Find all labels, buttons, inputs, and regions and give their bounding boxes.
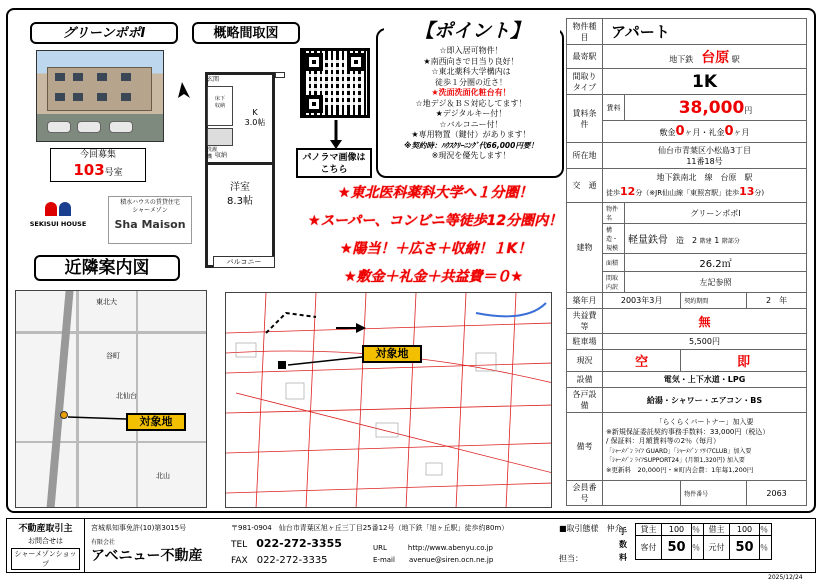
point-item: ★専用物置（鍵付）があります！ [411,130,531,139]
built-label: 築年月 [567,293,603,309]
url-label: URL [373,544,387,552]
building-label: 建物 [567,203,603,293]
prop-no-value: 2063 [747,481,807,506]
floor-value: 1 [714,236,720,245]
slogan-1: ★東北医科薬科大学へ１分圏！ [338,185,533,201]
point-item: ☆東北薬科大学構内は [431,67,511,76]
sekisui-mark-icon [45,202,71,216]
fax-label: FAX [231,556,248,566]
kashinushi-label: 貸主 [636,524,662,536]
bldg-name-label: 物件名 [603,203,625,224]
status-value-1: 空 [603,350,681,372]
storage-area: 床下 収納 [207,86,233,126]
rent-unit: 円 [744,105,753,115]
room-name: 洋室 [230,182,250,193]
url-value[interactable]: http://www.abenyu.co.jp [407,544,493,552]
status-label: 現況 [567,350,603,372]
note-item: / 保証料：月額賃料等の2％（毎月） [606,437,721,445]
point-item: ★デジタルキー付！ [435,109,507,118]
karinushi-pct: 100 [730,524,760,536]
slogan-3: ★陽当！＋広さ＋収納！１K！ [340,241,532,257]
member-label: 会員番号 [567,481,603,506]
area-label: 面積 [603,254,625,272]
parking-value: 5,500円 [603,334,807,350]
company-name: アベニュー不動産 [91,548,203,564]
pct-unit: ％ [760,524,772,536]
built-value: 2003年3月 [603,293,681,309]
footer [6,518,816,573]
point-list [380,46,562,162]
detail-map [225,292,552,508]
traffic-label: 交 通 [567,169,603,203]
arrow-down-icon [328,120,344,150]
point-box [376,20,564,178]
area-map [15,290,207,508]
traffic-mid: 線 [704,173,713,182]
map-label: 谷町 [106,352,120,360]
balcony-label: バルコニー [213,256,275,268]
notes-label: 備考 [567,413,603,481]
motozuke-value: 50 [730,536,760,560]
traffic-suffix: 駅 [744,173,753,182]
notes-list [603,413,807,481]
station-suffix: 駅 [731,54,740,64]
fee-label: 手数料 [619,527,627,562]
qr-caption: パノラマ画像は こちら [296,148,372,178]
email-label: E-mail [373,556,395,564]
address-line-2: 11番18号 [686,156,723,166]
note-item: 「ｼｬｰﾒｿﾞﾝ ﾗｲﾌ GUARD」「ｼｬｰﾒｿﾞﾝ ｿﾜｲｱCLUB」加入要 [606,447,752,455]
structure-value: 軽量鉄骨 [628,235,668,246]
plan-value: 左記参照 [625,272,807,293]
line-value: 地下鉄 [669,54,694,64]
point-item: ☆即入居可物件！ [439,46,503,55]
pct-unit: ％ [692,536,704,560]
key-text: ・礼金 [700,128,725,137]
company-type: 有限会社 [91,539,116,546]
point-item: ☆地デジ＆ＢＳ対応してます！ [415,98,527,108]
kitchen-label: K 3.0帖 [244,108,266,127]
address-line-1: 仙台市青葉区小松島3丁目 [657,145,752,155]
deposit-value: 0 [675,124,685,139]
note-item: ※更新料 20,000円・※町内会費：1年毎1,200円 [606,465,754,474]
map-label: 北仙台 [116,392,137,400]
common-label: 共益費等 [567,309,603,334]
kyakutsuke-value: 50 [662,536,692,560]
room-size: 8.3帖 [227,196,253,207]
point-item: ☆バルコニー付！ [439,119,503,129]
floor-label: 階建 [699,238,712,245]
pct-unit: ％ [692,524,704,536]
point-item: ※現況を優先します！ [431,151,511,160]
note-item: 「ｼｬｰﾒｿﾞﾝ ﾗｲﾌSUPPORT24」(月額1,320円) 加入要 [606,457,745,464]
layout-value: 1K [603,69,807,95]
traffic-station: 台原 [720,173,737,182]
building-photo [36,50,164,142]
point-item: ※契約時：ﾊｳｽｸﾘｰﾆﾝｸﾞ代66,000円要！ [404,140,538,150]
point-item: 徒歩１分圏の近さ！ [435,77,507,87]
walk-label: 徒歩 [606,189,620,197]
floor-suffix: 階部分 [721,238,740,245]
station-value: 台原 [701,49,730,66]
deposit-text: 敷金 [659,128,676,137]
map-title-tag: 近隣案内図 [34,255,180,281]
slogan-4: ★敷金＋礼金＋共益費＝０★ [344,269,524,285]
qr-code[interactable] [300,48,370,118]
sekisui-logo [18,200,98,238]
floorplan [205,58,285,268]
status-value-2: 即 [681,350,807,372]
arrow-right-icon [336,323,366,333]
current-units-label: 今回募集 [79,150,116,160]
torihiki-label: ■取引態様 [559,524,599,533]
rent-sub-label: 賃料 [603,95,625,121]
sekisui-label: SEKISUI HOUSE [29,220,87,228]
kashinushi-pct: 100 [662,524,692,536]
area-value: 26.2㎡ [625,254,807,272]
shamaison-logo [108,196,192,244]
point-item: ★南西向きで日当り良好！ [423,56,519,66]
tel-value[interactable]: 022-272-3355 [256,537,342,550]
washer-label: 洗濯 機 [207,147,218,160]
karinushi-label: 借主 [704,524,730,536]
fee-table [635,523,772,560]
note-item: ※新規保証委託契約事務手数料：33,000円（税込） [606,427,770,436]
contract-label: 契約期間 [681,293,747,309]
floorplan-title-tag: 概略間取図 [192,22,300,44]
key-unit: ヶ月 [733,128,750,137]
prop-no-label: 物件番号 [681,481,747,506]
dealer-sub: お問合せは [28,537,63,545]
note-item: 「らくらくパートナー」加入要 [655,418,754,426]
equip-value: 給湯・シャワー・エアコン・BS [603,388,807,413]
point-item: ★洗面洗面化粧台有！ [431,88,511,97]
tel-label: TEL [231,540,248,550]
utilities-value: 電気・上下水道・LPG [603,372,807,388]
property-name-tag: グリーンポポⅠ [30,22,178,44]
rent-value: 38,000 [678,97,745,118]
map-label: 東北大 [96,298,117,306]
common-value: 無 [603,309,807,334]
shuno-label: 収納 [215,152,228,159]
point-title: 【ポイント】 [384,20,560,42]
layout-label: 間取り タイプ [567,69,603,95]
target-marker-icon [278,361,286,369]
walk-minutes-2: 13 [739,185,755,198]
floors-value: 2 [692,236,698,245]
map-label: 北山 [156,472,170,480]
type-value: アパート [603,19,807,45]
shamaison-shop: シャーメゾンショップ [11,548,80,570]
walk-end: 分) [754,189,765,197]
compass-icon [176,80,198,102]
parking-label: 駐車場 [567,334,603,350]
utilities-label: 設備 [567,372,603,388]
company-address: 〒981-0904 仙台市青葉区旭ヶ丘三丁目25番12号（地下鉄「旭ヶ丘駅」徒歩約80m） [231,524,509,532]
tanto-label: 担当： [559,554,583,563]
type-label: 物件種目 [567,19,603,45]
key-value: 0 [724,124,734,139]
station-label: 最寄駅 [567,45,603,69]
motozuke-label: 元付 [704,536,730,560]
property-info-table [566,18,807,506]
slogan-2: ★スーパー、コンビニ等徒歩12分圏内！ [308,213,563,229]
license: 宮城県知事免許(10)第3015号 [91,524,187,532]
unit-number: 103 [73,161,105,179]
print-date: 2025/12/24 [768,574,803,581]
shamaison-caption: 積水ハウスの賃貸住宅 シャーメゾン [120,199,180,214]
floors-label: 造 [676,236,684,245]
pct-unit: ％ [760,536,772,560]
dealer-label: 不動産取引主 [18,524,73,534]
torihiki-value: 仲介 [606,524,623,533]
bldg-name: グリーンポポⅠ [625,203,807,224]
map-target-label: 対象地 [362,345,422,363]
target-marker-icon [60,411,68,419]
deposit-unit: ヶ月 [684,128,701,137]
rent-label: 賃料条件 [567,95,603,143]
traffic-line: 地下鉄南北 [656,173,697,182]
structure-label: 構造・規模 [603,224,625,254]
contract-unit: 年 [779,296,788,305]
contract-value: 2 [766,296,772,305]
walk-tail: 分（※JR仙山線「東照宮駅」徒歩 [635,189,740,197]
kyakutsuke-label: 客付 [636,536,662,560]
plan-label: 間取内訳 [603,272,625,293]
fax-value: 022-272-3335 [256,555,328,566]
email-value[interactable]: avenue@siren.ocn.ne.jp [408,556,494,564]
unit-suffix: 号室 [104,168,123,178]
equip-label: 各戸設備 [567,388,603,413]
genkan-label: 玄関 [207,76,220,83]
address-label: 所在地 [567,143,603,169]
shamaison-label: Sha Maison [114,218,186,231]
current-unit-box [50,148,146,182]
walk-minutes: 12 [620,185,636,198]
map-target-label: 対象地 [126,413,186,431]
